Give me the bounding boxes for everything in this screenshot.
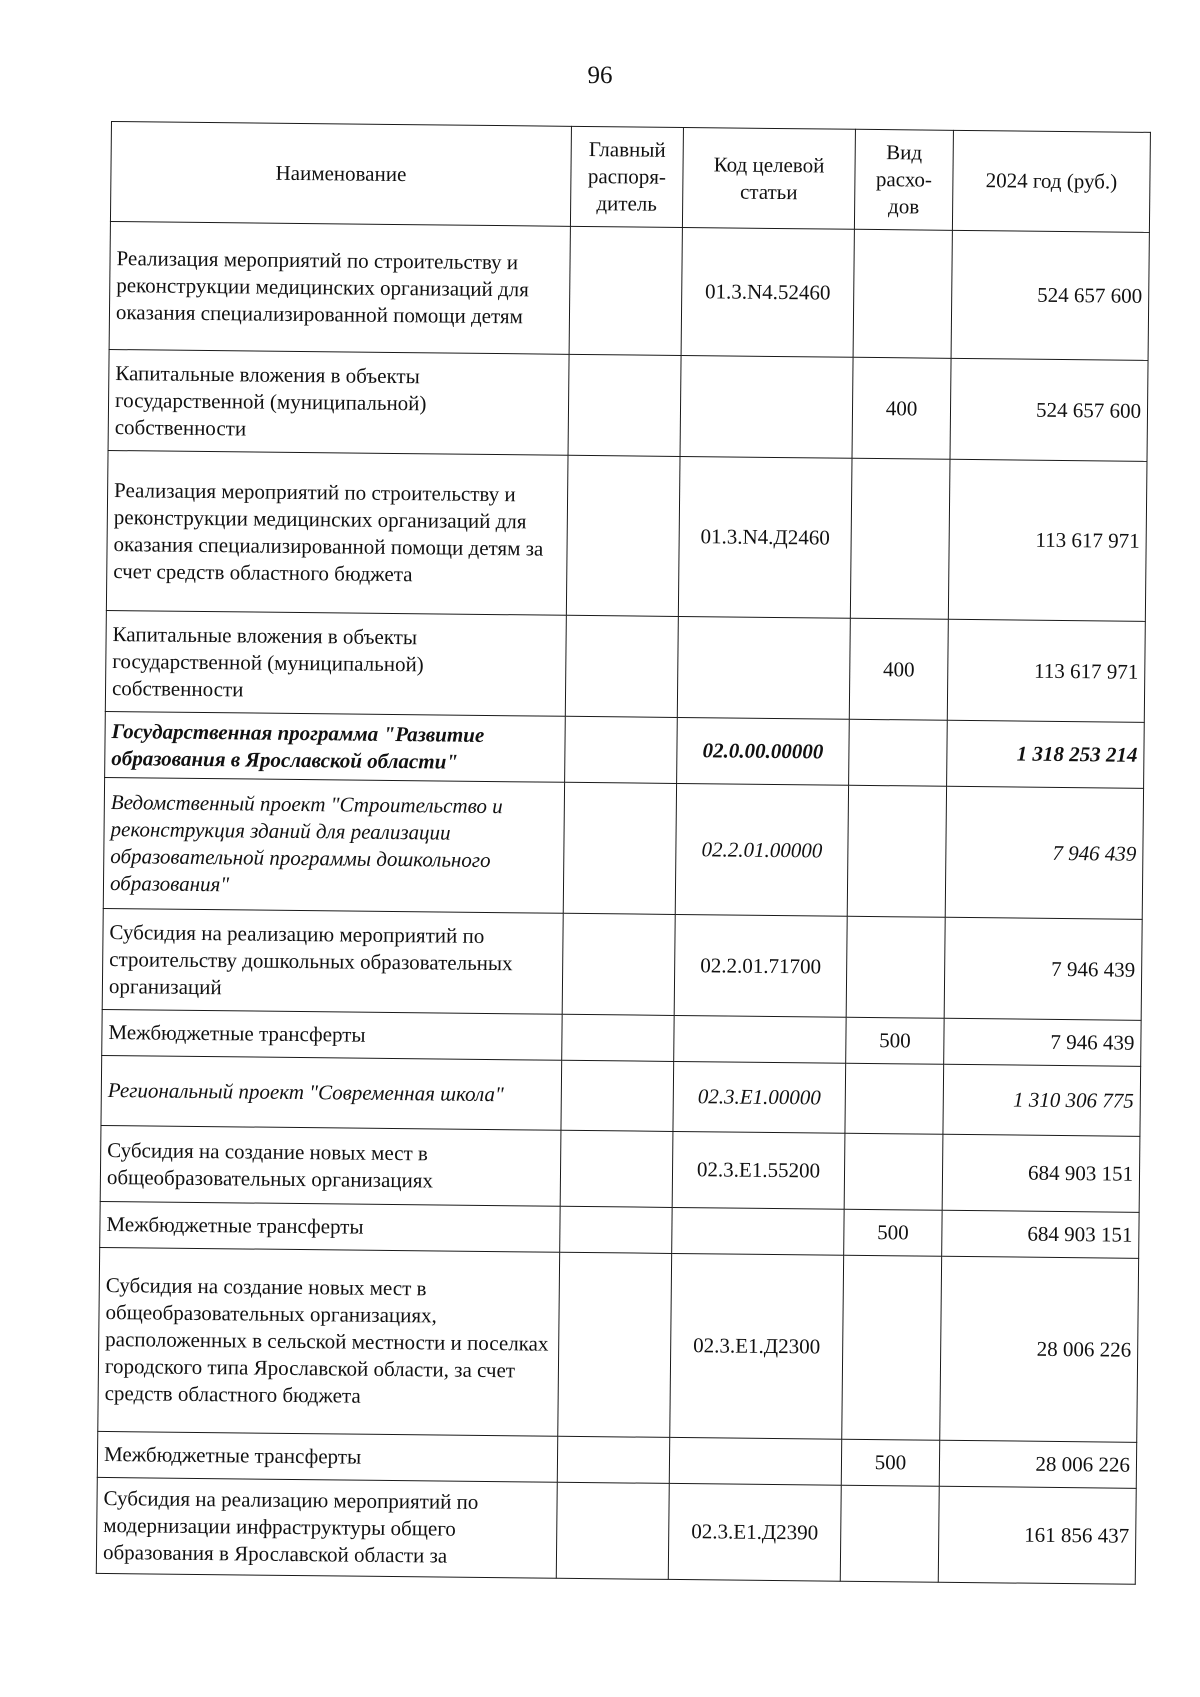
row-code-cell xyxy=(674,1015,846,1063)
row-name-cell: Субсидия на создание новых мест в общеобразовательных организациях, расположенных в сельской местности и поселках городского типа Ярославской области, за счет средств областного бюджета xyxy=(98,1247,560,1436)
row-name-cell: Региональный проект "Современная школа" xyxy=(101,1055,562,1130)
row-expense-type-cell xyxy=(842,1255,942,1440)
row-amount-cell: 7 946 439 xyxy=(944,1018,1141,1066)
row-name-cell: Межбюджетные трансферты xyxy=(100,1201,560,1252)
row-name-cell: Субсидия на реализацию мероприятий по строительству дошкольных образовательных организаций xyxy=(102,908,563,1014)
row-expense-type-cell xyxy=(844,1133,943,1210)
header-year: 2024 год (руб.) xyxy=(952,130,1150,232)
row-name-cell: Реализация мероприятий по строительству и реконструкции медицинских организаций для оказания специализированной помощи детям за счет средств областного бюджета xyxy=(106,450,568,615)
row-code-cell: 02.3.E1.55200 xyxy=(672,1131,845,1209)
row-amount-cell: 524 657 600 xyxy=(951,230,1149,360)
header-manager: Главный распоря-дитель xyxy=(570,126,683,227)
row-amount-cell: 113 617 971 xyxy=(948,459,1147,621)
table-header-row xyxy=(110,122,1150,233)
row-manager-cell xyxy=(560,1130,673,1207)
row-name-cell: Субсидия на реализацию мероприятий по модернизации инфраструктуры общего образования в Ярославской области за xyxy=(96,1477,557,1578)
row-code-cell xyxy=(677,616,850,719)
table-row xyxy=(108,349,1148,461)
table-body xyxy=(96,221,1149,1584)
row-code-cell: 02.2.01.71700 xyxy=(674,914,847,1017)
row-manager-cell xyxy=(565,615,678,717)
header-code: Код целевой статьи xyxy=(682,127,855,229)
row-expense-type-cell: 500 xyxy=(846,1017,944,1064)
row-expense-type-cell xyxy=(846,916,945,1018)
row-amount-cell: 28 006 226 xyxy=(939,1440,1136,1488)
row-amount-cell: 524 657 600 xyxy=(950,358,1148,461)
row-name-cell: Государственная программа "Развитие образования в Ярославской области" xyxy=(105,711,566,782)
table-row xyxy=(100,1125,1140,1212)
row-expense-type-cell: 400 xyxy=(852,357,951,459)
row-amount-cell: 684 903 151 xyxy=(942,1134,1140,1212)
row-code-cell: 02.3.E1.00000 xyxy=(673,1061,846,1133)
row-code-cell: 02.0.00.00000 xyxy=(677,717,850,785)
row-amount-cell: 113 617 971 xyxy=(947,619,1145,722)
row-manager-cell xyxy=(558,1252,672,1437)
table-row xyxy=(105,711,1145,788)
row-manager-cell xyxy=(565,716,678,783)
row-code-cell: 02.2.01.00000 xyxy=(675,783,848,916)
row-expense-type-cell xyxy=(847,785,946,917)
row-expense-type-cell: 500 xyxy=(841,1439,939,1486)
table-row xyxy=(105,610,1145,722)
table-row xyxy=(98,1247,1139,1442)
row-name-cell: Реализация мероприятий по строительству и реконструкции медицинских организаций для оказания специализированной помощи детям xyxy=(109,221,570,354)
row-amount-cell: 1 318 253 214 xyxy=(947,720,1145,788)
row-name-cell: Субсидия на создание новых мест в общеобразовательных организациях xyxy=(100,1125,561,1206)
table-row xyxy=(103,777,1143,919)
row-name-cell: Капитальные вложения в объекты государственной (муниципальной) собственности xyxy=(105,610,566,716)
table-row xyxy=(106,450,1147,621)
row-name-cell: Ведомственный проект "Строительство и реконструкция зданий для реализации образовательной программы дошкольного образования" xyxy=(103,777,564,913)
row-code-cell: 02.3.E1.Д2390 xyxy=(668,1483,841,1581)
row-code-cell: 02.3.E1.Д2300 xyxy=(670,1253,844,1439)
table-row xyxy=(109,221,1149,360)
header-expense-type: Вид расхо-дов xyxy=(854,129,953,230)
row-manager-cell xyxy=(563,782,676,914)
row-expense-type-cell xyxy=(845,1063,944,1134)
row-expense-type-cell xyxy=(849,719,948,786)
row-amount-cell: 7 946 439 xyxy=(944,917,1142,1020)
row-expense-type-cell xyxy=(850,458,950,619)
row-manager-cell xyxy=(557,1436,669,1483)
row-code-cell: 01.3.N4.52460 xyxy=(681,227,854,357)
row-manager-cell xyxy=(569,226,682,355)
row-code-cell xyxy=(672,1207,844,1255)
row-amount-cell: 161 856 437 xyxy=(938,1486,1136,1584)
row-expense-type-cell xyxy=(853,229,952,358)
row-code-cell xyxy=(669,1437,841,1485)
row-amount-cell: 1 310 306 775 xyxy=(943,1064,1141,1136)
row-manager-cell xyxy=(560,1206,672,1253)
row-amount-cell: 7 946 439 xyxy=(945,786,1143,919)
row-manager-cell xyxy=(562,1014,674,1061)
row-code-cell: 01.3.N4.Д2460 xyxy=(678,456,852,618)
row-manager-cell xyxy=(568,354,681,456)
table-row xyxy=(101,1055,1141,1136)
page-number: 96 xyxy=(587,62,613,89)
table-row xyxy=(102,908,1142,1020)
header-name: Наименование xyxy=(110,122,571,227)
row-manager-cell xyxy=(566,455,680,616)
row-name-cell: Капитальные вложения в объекты государственной (муниципальной) собственности xyxy=(108,349,569,455)
table-row xyxy=(96,1477,1136,1584)
row-code-cell xyxy=(680,355,853,458)
row-manager-cell xyxy=(556,1482,669,1579)
row-amount-cell: 28 006 226 xyxy=(940,1256,1139,1442)
row-expense-type-cell: 400 xyxy=(849,618,948,720)
row-manager-cell xyxy=(562,913,675,1015)
row-name-cell: Межбюджетные трансферты xyxy=(97,1431,557,1482)
row-name-cell: Межбюджетные трансферты xyxy=(102,1009,562,1060)
budget-table xyxy=(96,121,1151,1585)
row-expense-type-cell: 500 xyxy=(844,1209,942,1256)
row-amount-cell: 684 903 151 xyxy=(942,1210,1139,1258)
row-expense-type-cell xyxy=(840,1485,939,1582)
row-manager-cell xyxy=(561,1060,674,1131)
